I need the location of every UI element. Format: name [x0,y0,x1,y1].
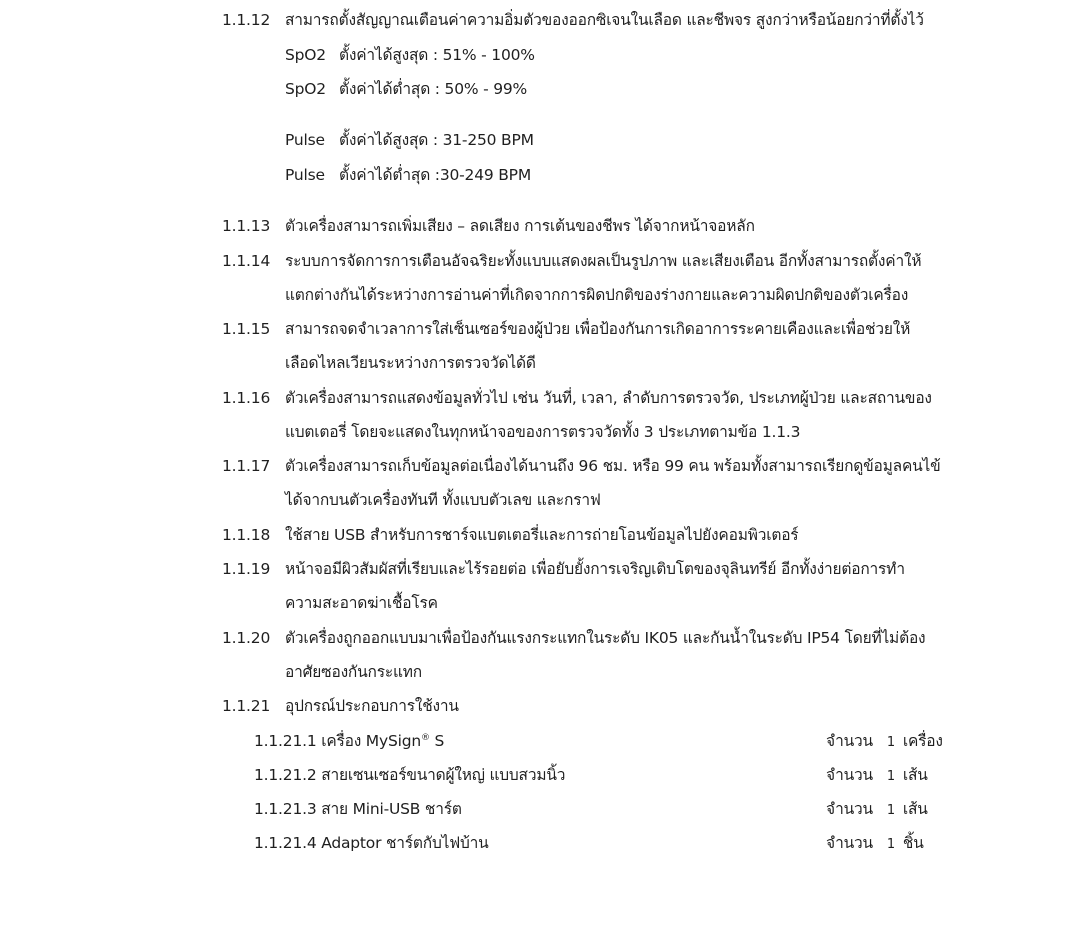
sub-label: SpO2 [285,80,326,98]
item-text: ใช้สาย USB สำหรับการชาร์จแบตเตอรี่และการถ่ายโอนข้อมูลไปยังคอมพิวเตอร์ [285,526,799,544]
accessory-name: 1.1.21.3 สาย Mini-USB ชาร์ต [254,800,462,818]
item-text: ตัวเครื่องสามารถเก็บข้อมูลต่อเนื่องได้นานถึง 96 ชม. หรือ 99 คน พร้อมทั้งสามารถเรียกดูข้อมูลคนไข้ [285,457,941,475]
item-number: 1.1.16 [222,389,271,407]
item-text: ตัวเครื่องสามารถเพิ่มเสียง – ลดเสียง การเต้นของชีพร ได้จากหน้าจอหลัก [285,217,755,235]
sub-text: ตั้งค่าได้ต่ำสุด :30-249 BPM [339,166,531,184]
item-text-continued: ความสะอาดฆ่าเชื้อโรค [285,594,438,612]
item-number: 1.1.17 [222,457,271,475]
item-number: 1.1.15 [222,320,271,338]
sub-text: ตั้งค่าได้ต่ำสุด : 50% - 99% [339,80,528,98]
item-text: ตัวเครื่องสามารถแสดงข้อมูลทั่วไป เช่น วันที่, เวลา, ลำดับการตรวจวัด, ประเภทผู้ป่วย และสถานของ [285,389,932,407]
accessory-quantity: จำนวน 1 เส้น [826,766,928,784]
sub-text: ตั้งค่าได้สูงสุด : 31-250 BPM [339,131,534,149]
item-text-continued: อาศัยซองกันกระแทก [285,663,422,681]
item-number: 1.1.14 [222,252,271,270]
sub-label: Pulse [285,166,325,184]
item-text-continued: แบตเตอรี่ โดยจะแสดงในทุกหน้าจอของการตรวจวัดทั้ง 3 ประเภทตามข้อ 1.1.3 [285,423,801,441]
sub-text: ตั้งค่าได้สูงสุด : 51% - 100% [339,46,535,64]
accessory-name: 1.1.21.2 สายเซนเซอร์ขนาดผู้ใหญ่ แบบสวมนิ้ว [254,766,566,784]
sub-label: SpO2 [285,46,326,64]
item-text: สามารถจดจำเวลาการใส่เซ็นเซอร์ของผู้ป่วย เพื่อป้องกันการเกิดอาการระคายเคืองและเพื่อช่วยให้ [285,320,911,338]
spo2-high-setting [285,44,535,66]
accessory-name: 1.1.21.1 เครื่อง MySign® S [254,732,445,750]
accessory-quantity: จำนวน 1 เส้น [826,800,928,818]
pulse-low-setting [285,164,531,186]
item-text: ตัวเครื่องถูกออกแบบมาเพื่อป้องกันแรงกระแทกในระดับ IK05 และกันน้ำในระดับ IP54 โดยที่ไม่ต้อง [285,629,926,647]
item-text: สามารถตั้งสัญญาณเตือนค่าความอิ่มตัวของออกซิเจนในเลือด และชีพจร สูงกว่าหรือน้อยกว่าที่ตั้งไว้ [285,11,924,29]
item-number: 1.1.18 [222,526,271,544]
accessory-name: 1.1.21.4 Adaptor ชาร์ตกับไฟบ้าน [254,834,489,852]
item-text: อุปกรณ์ประกอบการใช้งาน [285,697,459,715]
accessory-quantity: จำนวน 1 เครื่อง [826,732,943,750]
spo2-low-setting [285,78,527,100]
item-text: หน้าจอมีผิวสัมผัสที่เรียบและไร้รอยต่อ เพื่อยับยั้งการเจริญเติบโตของจุลินทรีย์ อีกทั้งง่ายต่อการทำ [285,560,905,578]
pulse-high-setting [285,129,534,151]
item-number: 1.1.20 [222,629,271,647]
sub-label: Pulse [285,131,325,149]
item-number: 1.1.19 [222,560,271,578]
item-number: 1.1.21 [222,697,271,715]
item-text-continued: เลือดไหลเวียนระหว่างการตรวจวัดได้ดี [285,354,536,372]
item-text: ระบบการจัดการการเตือนอัจฉริยะทั้งแบบแสดงผลเป็นรูปภาพ และเสียงเตือน อีกทั้งสามารถตั้งค่าให้ [285,252,922,270]
item-number: 1.1.12 [222,11,271,29]
item-number: 1.1.13 [222,217,271,235]
item-text-continued: แตกต่างกันได้ระหว่างการอ่านค่าที่เกิดจากการผิดปกติของร่างกายและความผิดปกติของตัวเครื่อง [285,286,909,304]
accessory-quantity: จำนวน 1 ชิ้น [826,834,924,852]
registered-mark: ® [420,732,430,743]
item-text-continued: ได้จากบนตัวเครื่องทันที ทั้งแบบตัวเลข และกราฟ [285,491,601,509]
